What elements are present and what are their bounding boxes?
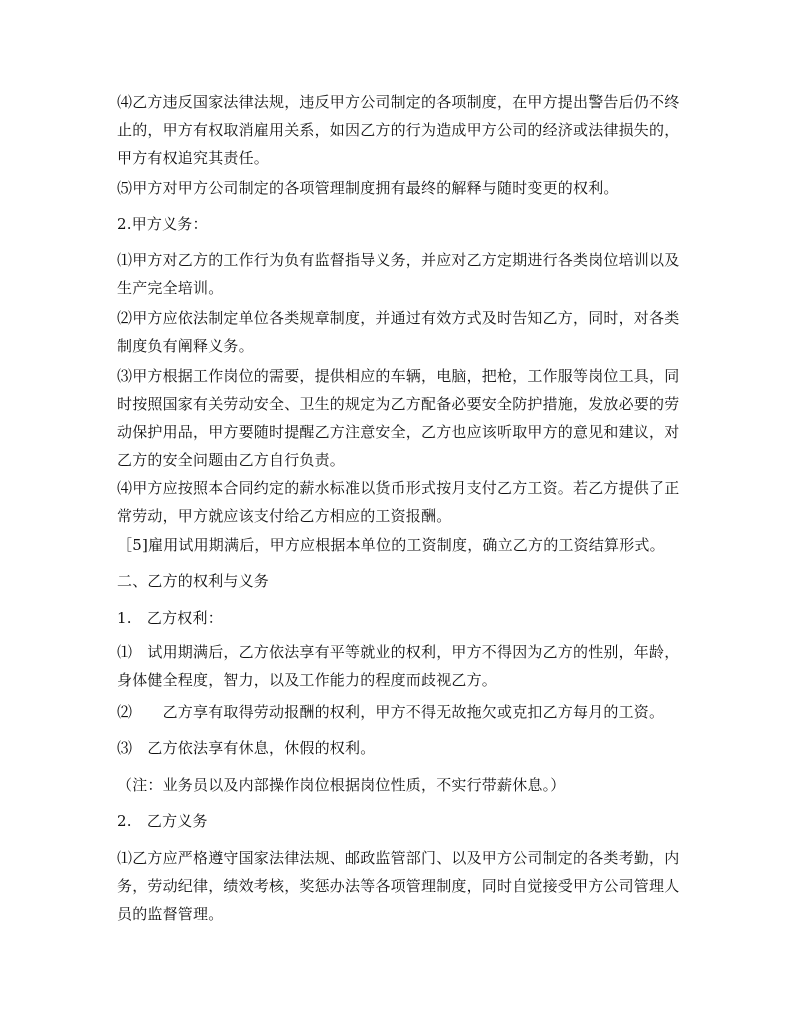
paragraph-party-b-right-2: ⑵ 乙方享有取得劳动报酬的权利，甲方不得无故拖欠或克扣乙方每月的工资。 (117, 703, 665, 721)
paragraph-party-a-right-5: ⑸甲方对甲方公司制定的各项管理制度拥有最终的解释与随时变更的权利。 (117, 179, 619, 197)
paragraph-party-b-right-1: ⑴ 试用期满后，乙方依法享有平等就业的权利，甲方不得因为乙方的性别，年龄，身体健全程度，智力，以及工作能力的程度而歧视乙方。 (117, 643, 680, 689)
paragraph-party-a-obligation-4: ⑷甲方应按照本合同约定的薪水标准以货币形式按月支付乙方工资。若乙方提供了正常劳动，甲方就应该支付给乙方相应的工资报酬。 (117, 479, 680, 525)
heading-party-b-obligations: 2. 乙方义务 (117, 812, 208, 830)
paragraph-note: （注：业务员以及内部操作岗位根据岗位性质，不实行带薪休息。） (117, 776, 566, 794)
paragraph-party-b-right-3: ⑶ 乙方依法享有休息，休假的权利。 (117, 739, 376, 757)
paragraph-party-a-obligation-3: ⑶甲方根据工作岗位的需要，提供相应的车辆，电脑，把枪，工作服等岗位工具，同时按照国家有关劳动安全、卫生的规定为乙方配备必要安全防护措施，发放必要的劳动保护用品，甲方要随时提醒乙方注意安全，乙方也应该听取甲方的意见和建议，对乙方的安全问题由乙方自行负责。 (117, 367, 680, 469)
paragraph-party-a-right-4: ⑷乙方违反国家法律法规，违反甲方公司制定的各项制度，在甲方提出警告后仍不终止的，甲方有权取消雇用关系，如因乙方的行为造成甲方公司的经济或法律损失的，甲方有权追究其责任。 (117, 93, 680, 167)
paragraph-party-b-obligation-1: ⑴乙方应严格遵守国家法律法规、邮政监管部门、以及甲方公司制定的各类考勤，内务，劳动纪律，绩效考核，奖惩办法等各项管理制度，同时自觉接受甲方公司管理人员的监督管理。 (117, 849, 680, 923)
heading-party-a-obligations: 2.甲方义务： (117, 215, 208, 233)
paragraph-party-a-obligation-1: ⑴甲方对乙方的工作行为负有监督指导义务，并应对乙方定期进行各类岗位培训以及生产完全培训。 (117, 251, 680, 297)
heading-party-b-rights-obligations: 二、乙方的权利与义务 (117, 572, 270, 590)
paragraph-party-a-obligation-5: ［5]雇用试用期满后，甲方应根据本单位的工资制度，确立乙方的工资结算形式。 (117, 536, 665, 554)
paragraph-party-a-obligation-2: ⑵甲方应依法制定单位各类规章制度，并通过有效方式及时告知乙方，同时，对各类制度负有阐释义务。 (117, 309, 680, 355)
heading-party-b-rights: 1. 乙方权利： (117, 609, 223, 627)
